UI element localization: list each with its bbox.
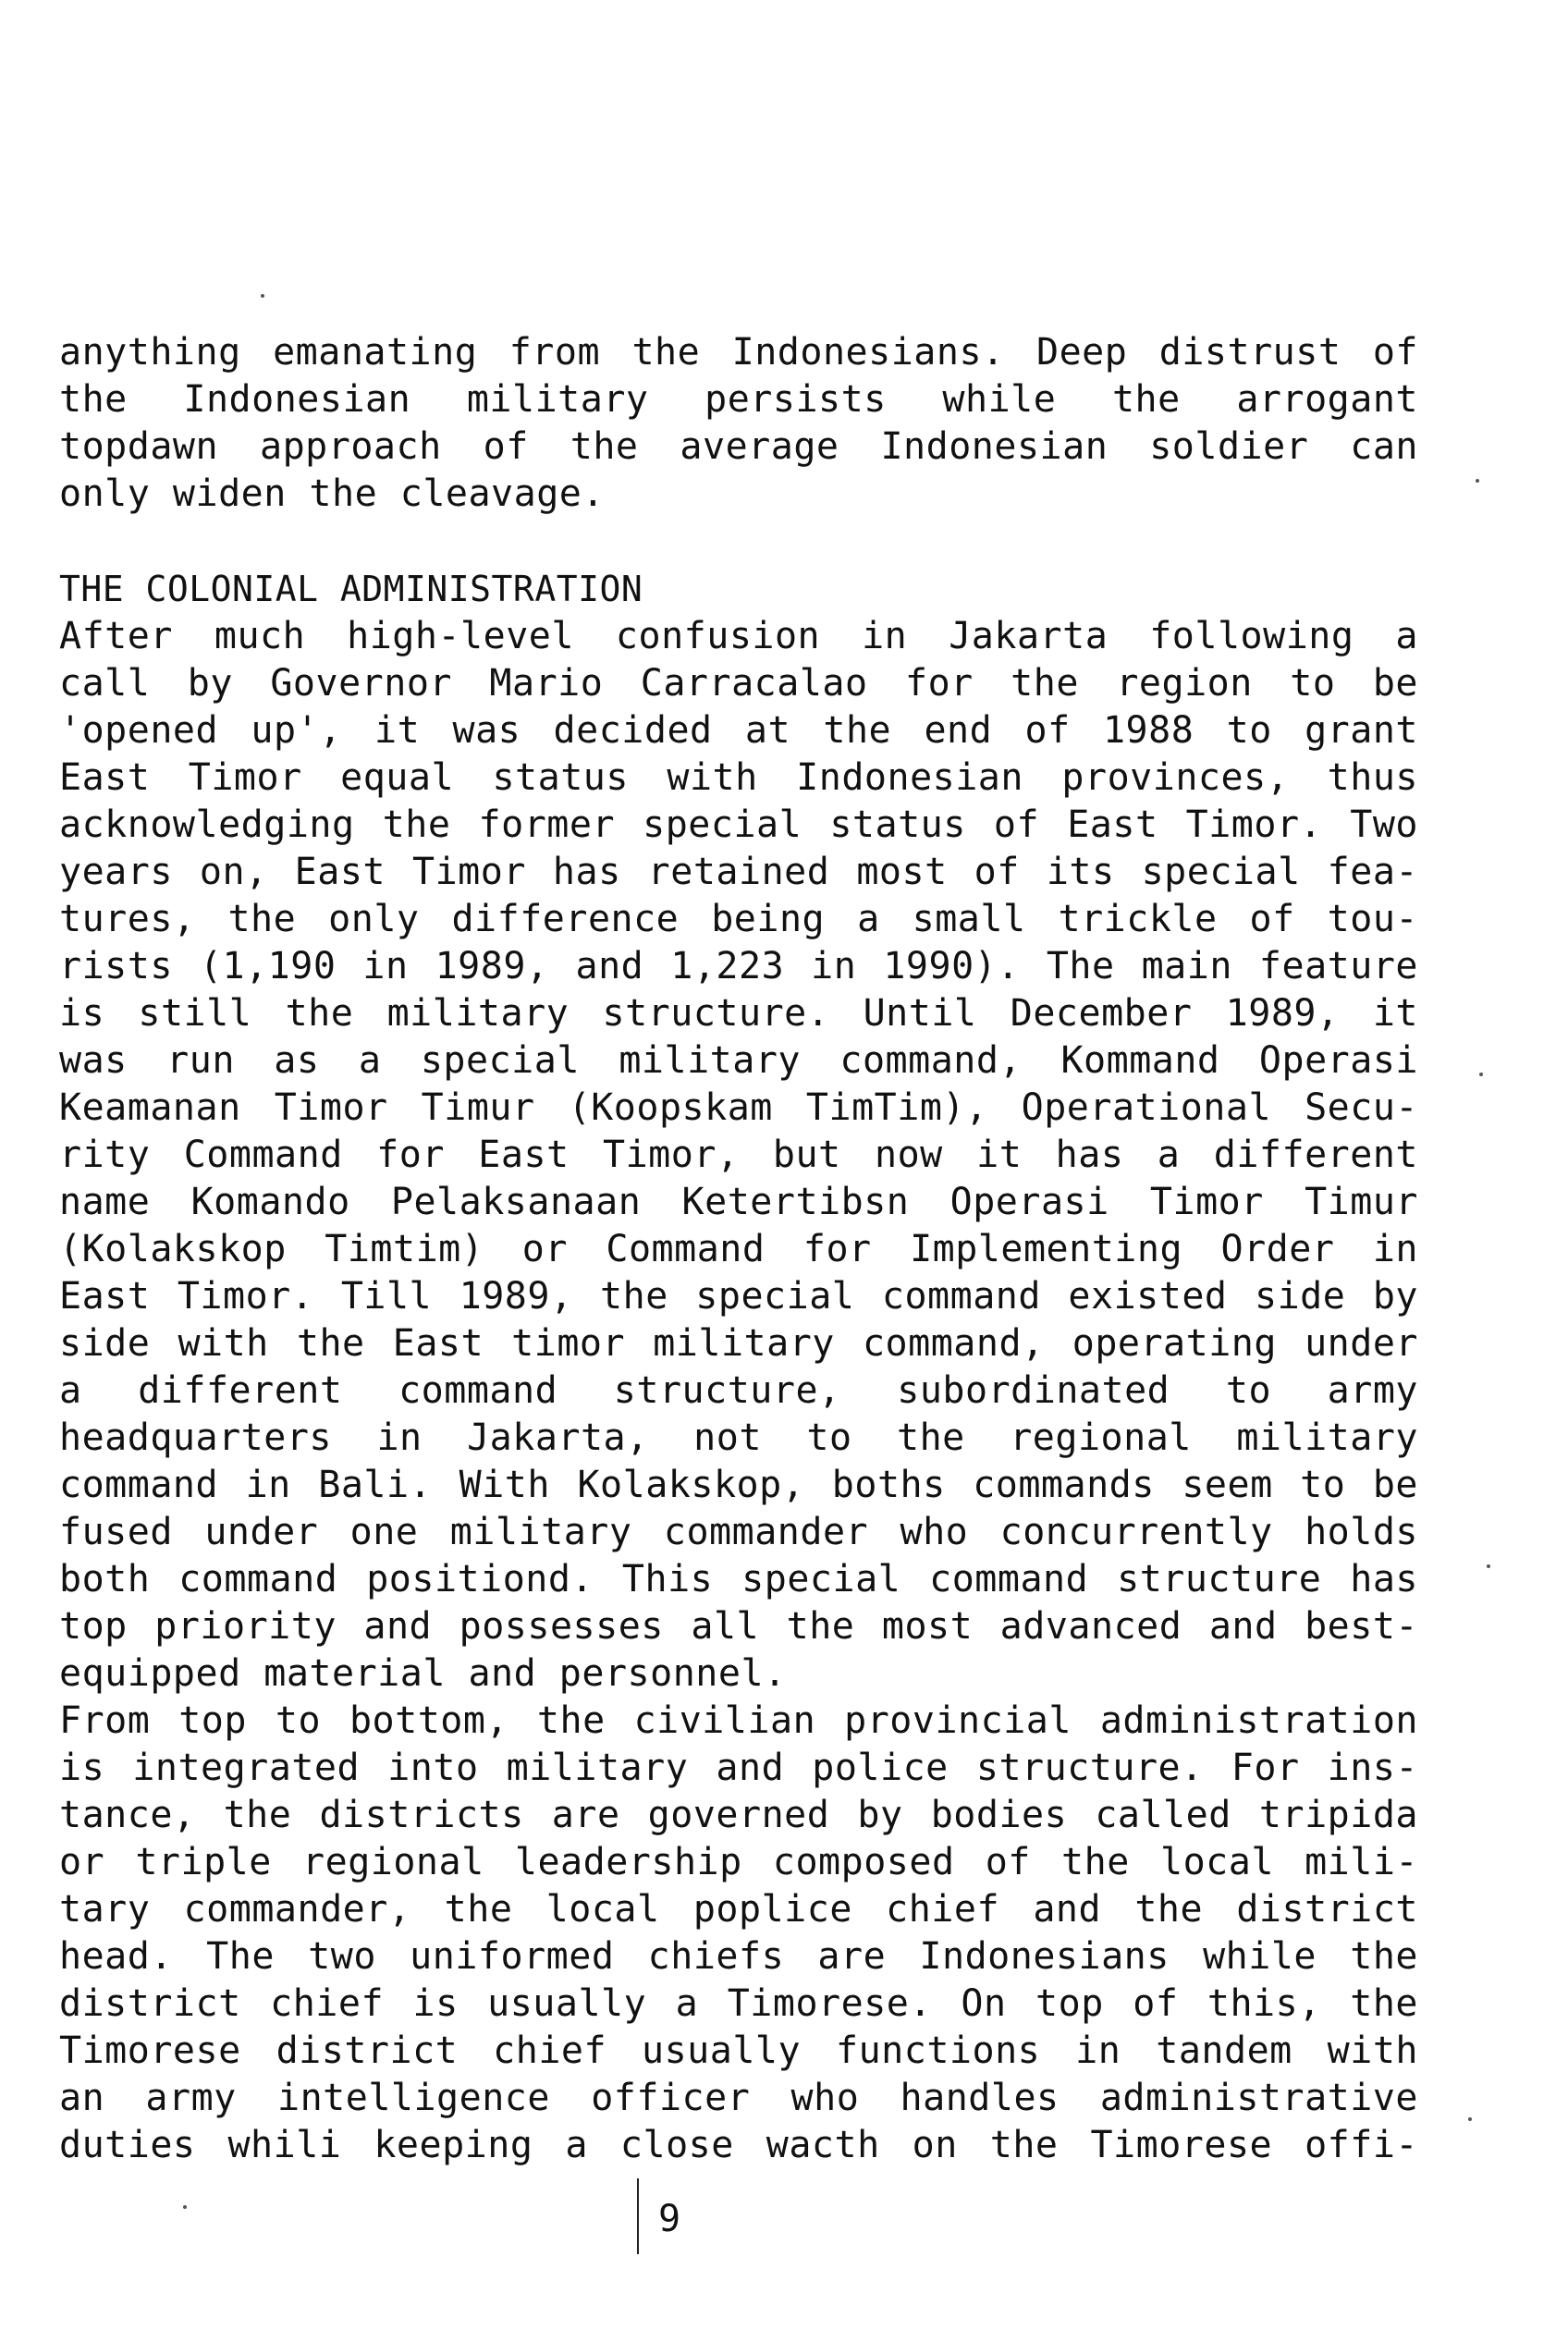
text-line: equipped material and personnel. xyxy=(59,1652,787,1695)
paragraph-1 xyxy=(59,613,1418,1698)
text-line: head. The two uniformed chiefs are Indonesians while the xyxy=(59,1935,1418,1978)
text-line: tary commander, the local poplice chief and the district xyxy=(59,1888,1418,1931)
text-line: rists (1,190 in 1989, and 1,223 in 1990). The main feature xyxy=(59,945,1418,987)
scan-speck xyxy=(1476,479,1479,483)
colonial-administration-section xyxy=(59,566,1418,2169)
text-line: tures, the only difference being a small trickle of tou- xyxy=(59,898,1418,940)
text-line: the Indonesian military persists while the arrogant xyxy=(59,378,1418,421)
scan-speck xyxy=(1479,1073,1483,1076)
scan-speck xyxy=(183,2205,187,2209)
text-line: both command positiond. This special command structure has xyxy=(59,1558,1418,1600)
text-line: duties whili keeping a close wacth on the Timorese offi- xyxy=(59,2124,1418,2166)
text-line: district chief is usually a Timorese. On top of this, the xyxy=(59,1982,1418,2025)
text-line: was run as a special military command, Kommand Operasi xyxy=(59,1039,1418,1082)
scan-speck xyxy=(261,294,264,298)
text-line: headquarters in Jakarta, not to the regional military xyxy=(59,1416,1418,1459)
paragraph-2 xyxy=(59,1698,1418,2169)
text-line: is integrated into military and police structure. For ins- xyxy=(59,1747,1418,1789)
text-line: command in Bali. With Kolakskop, boths commands seem to be xyxy=(59,1464,1418,1506)
text-line: side with the East timor military command, operating under xyxy=(59,1322,1418,1365)
intro-paragraph xyxy=(59,329,1418,518)
text-line: Keamanan Timor Timur (Koopskam TimTim), Operational Secu- xyxy=(59,1086,1418,1129)
text-line: 'opened up', it was decided at the end of 1988 to grant xyxy=(59,709,1418,752)
text-line: years on, East Timor has retained most of its special fea- xyxy=(59,851,1418,893)
text-line: rity Command for East Timor, but now it has a different xyxy=(59,1134,1418,1176)
text-line: top priority and possesses all the most advanced and best- xyxy=(59,1605,1418,1648)
text-line: (Kolakskop Timtim) or Command for Implementing Order in xyxy=(59,1228,1418,1270)
text-line: anything emanating from the Indonesians. Deep distrust of xyxy=(59,331,1418,374)
text-line: East Timor. Till 1989, the special command existed side by xyxy=(59,1275,1418,1318)
text-line: an army intelligence officer who handles administrative xyxy=(59,2077,1418,2119)
text-line: From top to bottom, the civilian provincial administration xyxy=(59,1699,1418,1742)
text-line: a different command structure, subordinated to army xyxy=(59,1369,1418,1412)
text-line: Timorese district chief usually functions in tandem with xyxy=(59,2030,1418,2072)
text-line: acknowledging the former special status of East Timor. Two xyxy=(59,803,1418,846)
text-line: After much high-level confusion in Jakarta following a xyxy=(59,615,1418,657)
text-line: call by Governor Mario Carracalao for the region to be xyxy=(59,662,1418,705)
text-line: is still the military structure. Until December 1989, it xyxy=(59,992,1418,1035)
text-line: name Komando Pelaksanaan Ketertibsn Operasi Timor Timur xyxy=(59,1181,1418,1223)
text-line: topdawn approach of the average Indonesian soldier can xyxy=(59,425,1418,468)
text-line: fused under one military commander who concurrently holds xyxy=(59,1511,1418,1553)
scan-speck xyxy=(1487,1564,1490,1568)
text-line: East Timor equal status with Indonesian provinces, thus xyxy=(59,756,1418,799)
section-heading: THE COLONIAL ADMINISTRATION xyxy=(59,569,643,609)
page-number-rule xyxy=(637,2178,639,2254)
scan-speck xyxy=(1468,2117,1472,2121)
text-line: or triple regional leadership composed of the local mili- xyxy=(59,1841,1418,1883)
text-line: tance, the districts are governed by bodies called tripida xyxy=(59,1794,1418,1836)
page-number: 9 xyxy=(658,2198,681,2240)
text-line: only widen the cleavage. xyxy=(59,472,605,515)
